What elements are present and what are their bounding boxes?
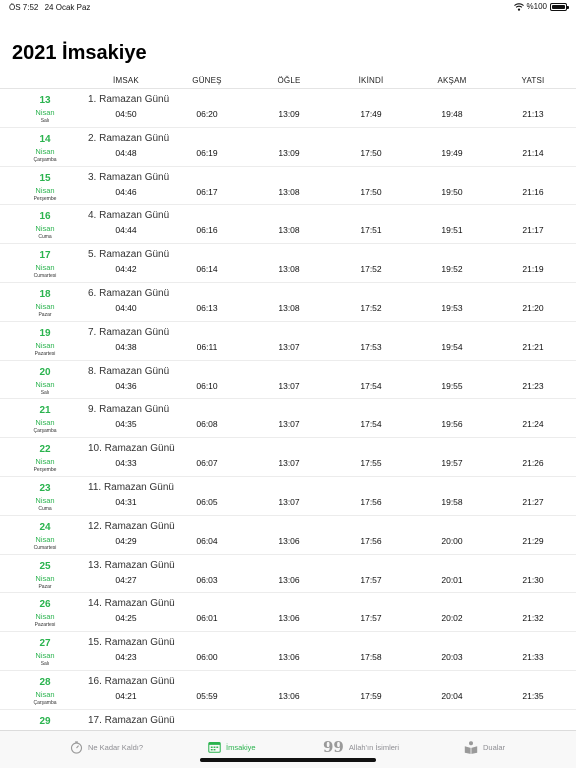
tab-label: Allah'ın İsimleri — [348, 742, 400, 752]
ikindi-time: 17:57 — [360, 613, 382, 624]
weekday-name: Cumartesi — [33, 273, 57, 280]
gunes-time: 06:07 — [196, 458, 218, 469]
month-name: Nisan — [35, 185, 55, 195]
tab-label: Ne Kadar Kaldı? — [88, 742, 144, 752]
weekday-name: Cuma — [38, 506, 52, 512]
yatsi-time: 21:26 — [522, 458, 544, 469]
yatsi-time: 21:24 — [522, 419, 544, 430]
table-row — [0, 205, 576, 244]
ogle-time: 13:06 — [278, 613, 300, 624]
imsak-time: 04:23 — [115, 652, 137, 663]
day-number: 23 — [39, 483, 51, 494]
yatsi-time: 21:16 — [522, 186, 544, 197]
aksam-time: 20:00 — [441, 535, 463, 546]
ikindi-time: 17:56 — [360, 497, 382, 507]
weekday-name: Salı — [40, 389, 50, 396]
ogle-time: 13:08 — [278, 264, 300, 275]
tab-prayers[interactable] — [464, 739, 505, 755]
ikindi-time: 17:59 — [360, 691, 382, 701]
aksam-time: 19:49 — [441, 147, 463, 158]
ikindi-time: 17:52 — [360, 303, 382, 313]
aksam-time: 19:53 — [441, 303, 463, 313]
imsak-time: 04:29 — [115, 535, 137, 546]
ikindi-time: 17:50 — [360, 147, 382, 158]
column-header-aksam: AKŞAM — [437, 76, 467, 85]
day-number: 14 — [39, 133, 51, 145]
ikindi-time: 17:56 — [360, 535, 382, 546]
day-number: 18 — [39, 289, 51, 300]
ikindi-time: 17:58 — [360, 652, 382, 663]
imsak-time: 04:21 — [115, 691, 137, 701]
table-row — [0, 244, 576, 283]
aksam-time: 20:04 — [441, 691, 463, 701]
day-number: 22 — [39, 444, 51, 456]
ogle-time: 13:08 — [278, 225, 300, 236]
day-number: 20 — [39, 366, 51, 378]
column-header-ogle: ÖĞLE — [277, 76, 301, 85]
imsak-time: 04:48 — [115, 147, 137, 158]
aksam-time: 19:52 — [441, 264, 463, 275]
ramazan-day-label: 8. Ramazan Günü — [88, 365, 170, 377]
ogle-time: 13:07 — [278, 341, 300, 352]
weekday-name: Çarşamba — [33, 428, 57, 435]
ramazan-day-label: 3. Ramazan Günü — [88, 171, 170, 183]
gunes-time: 06:04 — [196, 535, 218, 546]
gunes-time: 06:17 — [196, 186, 218, 197]
table-row — [0, 477, 576, 516]
month-name: Nisan — [35, 146, 55, 156]
yatsi-time: 21:20 — [522, 303, 544, 313]
yatsi-time: 21:29 — [522, 535, 544, 546]
month-name: Nisan — [35, 651, 55, 661]
month-name: Nisan — [35, 690, 55, 699]
gunes-time: 06:16 — [196, 225, 218, 236]
table-row — [0, 283, 576, 322]
table-row — [0, 632, 576, 671]
day-number: 19 — [39, 327, 51, 339]
day-number: 15 — [39, 172, 51, 184]
tab-countdown[interactable] — [70, 739, 143, 755]
table-row — [0, 167, 576, 206]
ikindi-time: 17:57 — [360, 574, 382, 585]
imsak-time: 04:36 — [115, 380, 137, 391]
ramazan-day-label: 12. Ramazan Günü — [88, 520, 175, 532]
gunes-time: 06:20 — [196, 109, 218, 119]
yatsi-time: 21:14 — [522, 147, 544, 158]
aksam-time: 20:02 — [441, 613, 463, 624]
ogle-time: 13:08 — [278, 303, 300, 313]
ikindi-time: 17:49 — [360, 109, 382, 119]
yatsi-time: 21:27 — [522, 497, 544, 507]
gunes-time: 06:08 — [196, 419, 218, 430]
imsak-time: 04:27 — [115, 574, 137, 585]
gunes-time: 06:01 — [196, 613, 218, 624]
weekday-name: Cumartesi — [33, 544, 57, 551]
imsakiye-table[interactable] — [0, 89, 576, 729]
ramazan-day-label: 7. Ramazan Günü — [88, 326, 170, 338]
aksam-time: 19:54 — [441, 341, 463, 352]
column-header-yatsi: YATSI — [521, 76, 545, 85]
gunes-time: 06:13 — [196, 303, 218, 313]
ikindi-time: 17:54 — [360, 380, 382, 391]
day-number: 25 — [39, 560, 51, 572]
gunes-time: 06:03 — [196, 574, 218, 585]
ogle-time: 13:09 — [278, 109, 300, 119]
status-bar — [0, 0, 576, 14]
ogle-time: 13:06 — [278, 535, 300, 546]
weekday-name: Pazartesi — [34, 350, 56, 357]
ogle-time: 13:08 — [278, 186, 300, 197]
month-name: Nisan — [35, 379, 55, 389]
weekday-name: Perşembe — [33, 195, 57, 202]
day-number: 28 — [39, 677, 51, 688]
ikindi-time: 17:51 — [360, 225, 382, 236]
ikindi-time: 17:55 — [360, 458, 382, 469]
gunes-time: 06:19 — [196, 147, 218, 158]
ogle-time: 13:07 — [278, 497, 300, 507]
table-row — [0, 671, 576, 710]
imsak-time: 04:33 — [115, 458, 137, 469]
column-header-gunes: GÜNEŞ — [192, 76, 222, 85]
month-name: Nisan — [35, 534, 55, 544]
ramazan-day-label: 17. Ramazan Günü — [88, 714, 175, 726]
aksam-time: 19:55 — [441, 380, 463, 391]
weekday-name: Pazartesi — [34, 622, 56, 629]
weekday-name: Salı — [40, 118, 50, 124]
month-name: Nisan — [35, 340, 55, 350]
prayer-book-icon — [464, 741, 478, 754]
weekday-name: Pazar — [38, 312, 52, 318]
month-name: Nisan — [35, 496, 55, 505]
yatsi-time: 21:17 — [522, 225, 544, 236]
gunes-time: 05:59 — [196, 691, 218, 701]
gunes-time: 06:11 — [196, 341, 218, 352]
month-name: Nisan — [35, 573, 55, 583]
day-number: 29 — [39, 715, 51, 727]
imsak-time: 04:35 — [115, 419, 137, 430]
ogle-time: 13:07 — [278, 419, 300, 430]
ikindi-time: 17:53 — [360, 341, 382, 352]
yatsi-time: 21:23 — [522, 380, 544, 391]
ramazan-day-label: 13. Ramazan Günü — [88, 559, 175, 571]
table-row — [0, 89, 576, 128]
imsak-time: 04:46 — [115, 186, 137, 197]
imsak-time: 04:44 — [115, 225, 137, 236]
wifi-icon — [514, 3, 524, 11]
imsak-time: 04:38 — [115, 341, 137, 352]
ninety-nine-icon: 99 — [323, 738, 344, 756]
ramazan-day-label: 16. Ramazan Günü — [88, 676, 175, 687]
ogle-time: 13:07 — [278, 458, 300, 469]
yatsi-time: 21:32 — [522, 613, 544, 624]
column-header-ikindi: İKİNDİ — [358, 76, 384, 85]
imsak-time: 04:50 — [115, 109, 137, 119]
gunes-time: 06:10 — [196, 380, 218, 391]
day-number: 16 — [39, 211, 51, 223]
weekday-name: Çarşamba — [33, 156, 57, 163]
month-name: Nisan — [35, 263, 55, 273]
ogle-time: 13:06 — [278, 691, 300, 701]
yatsi-time: 21:35 — [522, 691, 544, 701]
ogle-time: 13:06 — [278, 652, 300, 663]
battery-percent: %100 — [526, 2, 547, 11]
tab-imsakiye[interactable] — [208, 739, 256, 755]
ramazan-day-label: 6. Ramazan Günü — [88, 288, 170, 299]
page-title: 2021 İmsakiye — [12, 42, 147, 64]
yatsi-time: 21:13 — [522, 109, 544, 119]
gunes-time: 06:05 — [196, 497, 218, 507]
ramazan-day-label: 5. Ramazan Günü — [88, 249, 170, 261]
weekday-name: Cuma — [38, 234, 52, 241]
month-name: Nisan — [35, 224, 55, 234]
yatsi-time: 21:21 — [522, 341, 544, 352]
aksam-time: 19:56 — [441, 419, 463, 430]
day-number: 21 — [39, 405, 51, 417]
imsak-time: 04:40 — [115, 303, 137, 313]
month-name: Nisan — [35, 612, 55, 622]
table-row — [0, 399, 576, 438]
column-header-imsak: İMSAK — [113, 76, 139, 85]
home-indicator — [200, 758, 376, 762]
table-row — [0, 322, 576, 361]
timer-icon — [70, 741, 83, 754]
ramazan-day-label: 4. Ramazan Günü — [88, 210, 170, 222]
table-row — [0, 438, 576, 477]
ramazan-day-label: 15. Ramazan Günü — [88, 637, 175, 649]
aksam-time: 19:48 — [441, 109, 463, 119]
calendar-icon — [208, 741, 221, 753]
table-row — [0, 593, 576, 632]
tab-bar — [0, 730, 576, 768]
table-row — [0, 128, 576, 167]
ramazan-day-label: 1. Ramazan Günü — [88, 94, 170, 105]
weekday-name: Salı — [40, 661, 50, 668]
imsak-time: 04:31 — [115, 497, 137, 507]
ikindi-time: 17:54 — [360, 419, 382, 430]
day-number: 13 — [39, 95, 51, 106]
ikindi-time: 17:50 — [360, 186, 382, 197]
table-row — [0, 516, 576, 555]
ramazan-day-label: 14. Ramazan Günü — [88, 598, 175, 610]
imsak-time: 04:25 — [115, 613, 137, 624]
weekday-name: Pazar — [38, 583, 52, 590]
aksam-time: 19:50 — [441, 186, 463, 197]
ramazan-day-label: 2. Ramazan Günü — [88, 132, 170, 144]
weekday-name: Çarşamba — [33, 700, 57, 706]
aksam-time: 20:03 — [441, 652, 463, 663]
month-name: Nisan — [35, 302, 55, 311]
aksam-time: 19:51 — [441, 225, 463, 236]
tab-label: Dualar — [483, 742, 506, 752]
status-date: 24 Ocak Paz — [44, 3, 91, 12]
yatsi-time: 21:33 — [522, 652, 544, 663]
day-number: 27 — [39, 638, 51, 650]
yatsi-time: 21:19 — [522, 264, 544, 275]
month-name: Nisan — [35, 108, 55, 117]
table-row — [0, 361, 576, 400]
status-time: ÖS 7:52 — [9, 3, 39, 12]
month-name: Nisan — [35, 457, 55, 467]
aksam-time: 20:01 — [441, 574, 463, 585]
imsak-time: 04:42 — [115, 264, 137, 275]
battery-icon — [550, 3, 567, 11]
gunes-time: 06:14 — [196, 264, 218, 275]
ogle-time: 13:09 — [278, 147, 300, 158]
aksam-time: 19:58 — [441, 497, 463, 507]
weekday-name: Perşembe — [33, 467, 57, 474]
day-number: 17 — [39, 250, 51, 262]
aksam-time: 19:57 — [441, 458, 463, 469]
day-number: 26 — [39, 599, 51, 611]
ikindi-time: 17:52 — [360, 264, 382, 275]
day-number: 24 — [39, 521, 51, 533]
ramazan-day-label: 11. Ramazan Günü — [88, 482, 174, 493]
ogle-time: 13:06 — [278, 574, 300, 585]
ramazan-day-label: 9. Ramazan Günü — [88, 404, 170, 416]
month-name: Nisan — [35, 418, 55, 428]
table-row — [0, 555, 576, 594]
gunes-time: 06:00 — [196, 652, 218, 663]
yatsi-time: 21:30 — [522, 574, 544, 585]
ogle-time: 13:07 — [278, 380, 300, 391]
tab-label: İmsakiye — [226, 742, 256, 752]
tab-allah-names[interactable] — [323, 739, 399, 755]
ramazan-day-label: 10. Ramazan Günü — [88, 443, 175, 455]
